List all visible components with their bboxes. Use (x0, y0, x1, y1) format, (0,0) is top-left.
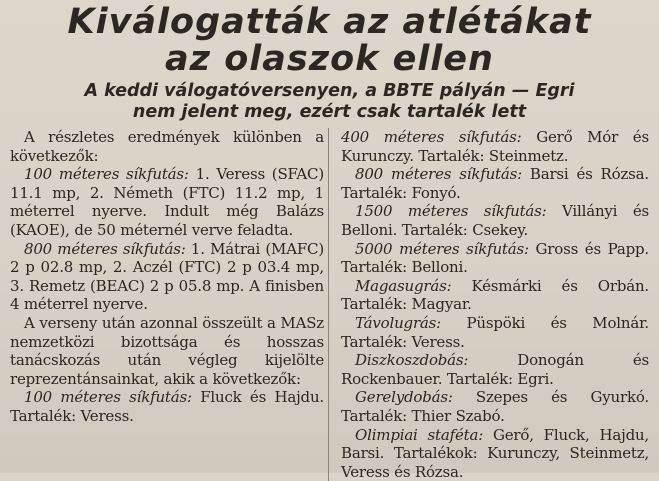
paragraph: Olimpiai staféta: Gerő, Fluck, Hajdu, Barsi. Tartalékok: Kurunczy, Steinmetz, Veress és Rózsa. (341, 426, 649, 481)
subheadline (10, 81, 649, 123)
paragraph: Gerelydobás: Szepes és Gyurkó. Tartalék: Thier Szabó. (341, 388, 649, 425)
paragraph: 800 méteres síkfutás: 1. Mátrai (MAFC) 2 p 02.8 mp, 2. Aczél (FTC) 2 p 03.4 mp, 3. Remetz (BEAC) 2 p 05.8 mp. A finisben 4 méterrel nyerve. (10, 240, 324, 314)
paragraph: A verseny után azonnal összeült a MASz nemzetközi bizottsága és hosszas tanácskozás után végleg kijelölte reprezentánsainkat, akik a következők: (10, 314, 324, 388)
subheadline-line-2: nem jelent meg, ezért csak tartalék lett (133, 102, 526, 122)
paragraph: Távolugrás: Püspöki és Molnár. Tartalék: Veress. (341, 314, 649, 351)
paragraph: 100 méteres síkfutás: Fluck és Hajdu. Tartalék: Veress. (10, 388, 324, 425)
headline (10, 4, 649, 78)
paragraph: 800 méteres síkfutás: Barsi és Rózsa. Tartalék: Fonyó. (341, 165, 649, 202)
subheadline-line-1: A keddi válogatóversenyen, a BBTE pályán — Egri (84, 81, 574, 101)
headline-line-1: Kiválogatták az atlétákat (67, 2, 591, 42)
paragraph: 400 méteres síkfutás: Gerő Mór és Kurunczy. Tartalék: Steinmetz. (341, 128, 649, 165)
left-column (10, 128, 328, 481)
headline-line-2: az olaszok ellen (165, 39, 494, 79)
paragraph: 100 méteres síkfutás: 1. Veress (SFAC) 11.1 mp, 2. Németh (FTC) 11.2 mp, 1 méterrel nyerve. Indult még Balázs (KAOE), de 50 méternél verve feladta. (10, 165, 324, 239)
article-body (10, 128, 649, 481)
paragraph: Diszkoszdobás: Donogán és Rockenbauer. Tartalék: Egri. (341, 351, 649, 388)
paragraph: 5000 méteres síkfutás: Gross és Papp. Tartalék: Belloni. (341, 240, 649, 277)
right-column (328, 128, 649, 481)
paragraph: A részletes eredmények különben a következők: (10, 128, 324, 165)
paragraph: 1500 méteres síkfutás: Villányi és Belloni. Tartalék: Csekey. (341, 202, 649, 239)
paragraph: Magasugrás: Késmárki és Orbán. Tartalék: Magyar. (341, 277, 649, 314)
